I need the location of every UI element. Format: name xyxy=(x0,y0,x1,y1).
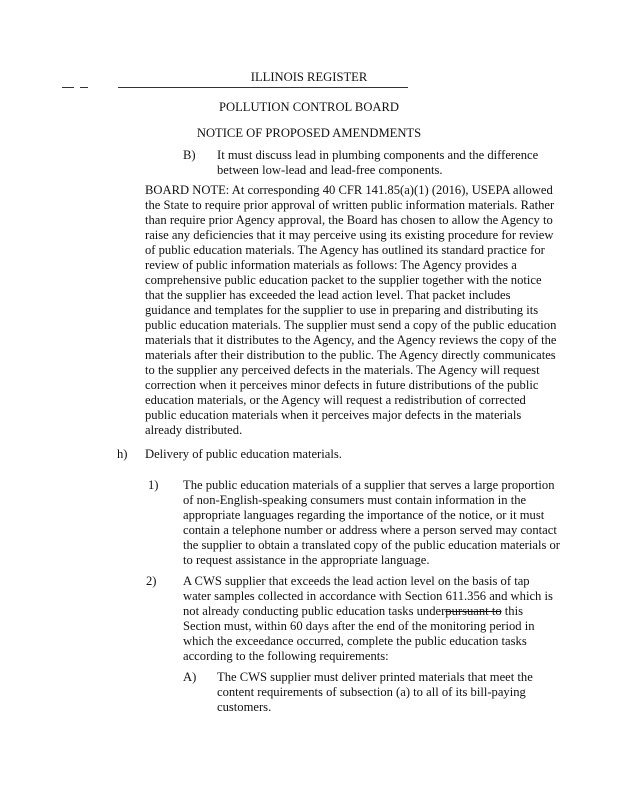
item-2-text xyxy=(183,574,553,664)
text-line: appropriate languages regarding the importance of the notice, or it must xyxy=(183,508,545,522)
text-line: already distributed. xyxy=(145,423,243,437)
notice-title: NOTICE OF PROPOSED AMENDMENTS xyxy=(196,126,422,140)
text-line: Section must, within 60 days after the end of the monitoring period in xyxy=(183,619,535,633)
item-1-label: 1) xyxy=(148,478,159,492)
board-note xyxy=(145,183,557,438)
text-line: the supplier to obtain a translated copy of the public education materials or xyxy=(183,538,560,552)
text-line: review of public information materials as follows: The Agency provides a xyxy=(145,258,517,272)
text-line: which the exceedance occurred, complete the public education tasks xyxy=(183,634,527,648)
item-2-label: 2) xyxy=(146,574,157,588)
item-2a-text xyxy=(217,670,533,715)
text-line: water samples collected in accordance with Section 611.356 and which is xyxy=(183,589,553,603)
text-line: BOARD NOTE: At corresponding 40 CFR 141.85(a)(1) (2016), USEPA allowed xyxy=(145,183,553,197)
item-1-text xyxy=(183,478,560,568)
text-line: contain a telephone number or address where a person served may contact xyxy=(183,523,557,537)
header-rule xyxy=(118,87,408,88)
text-line: public education materials. The supplier must send a copy of the public education xyxy=(145,318,557,332)
section-h-title: Delivery of public education materials. xyxy=(145,447,342,461)
section-h-label: h) xyxy=(117,447,128,461)
text-line: It must discuss lead in plumbing components and the difference xyxy=(217,148,539,162)
text-line: education materials, or the Agency will request a redistribution of corrected xyxy=(145,393,526,407)
text-line: that the supplier has exceeded the lead action level. That packet includes xyxy=(145,288,511,302)
text-line: The CWS supplier must deliver printed materials that meet the xyxy=(217,670,533,684)
text-line: of non-English-speaking consumers must contain information in the xyxy=(183,493,527,507)
text-line: correction when it perceives minor defects in future distributions of the public xyxy=(145,378,539,392)
item-b-text xyxy=(217,148,538,178)
register-header: ILLINOIS REGISTER xyxy=(250,70,368,84)
item-b-label: B) xyxy=(183,148,196,162)
text-line: customers. xyxy=(217,700,272,714)
text-line: content requirements of subsection (a) to all of its bill-paying xyxy=(217,685,526,699)
header-rule xyxy=(80,87,88,88)
text-line: guidance and templates for the supplier to use in preparing and distributing its xyxy=(145,303,539,317)
text-line: raise any deficiencies that it may perceive using its existing procedure for review xyxy=(145,228,554,242)
text-line: public education materials when it perceives major defects in the materials xyxy=(145,408,522,422)
struck-text: pursuant to xyxy=(445,604,502,618)
text-line: materials after their distribution to the public. The Agency directly communicates xyxy=(145,348,556,362)
text-line: according to the following requirements: xyxy=(183,649,389,663)
text-line: between low-lead and lead-free components. xyxy=(217,163,443,177)
text-line: comprehensive public education packet to the supplier together with the notice xyxy=(145,273,542,287)
item-2a-label: A) xyxy=(183,670,197,684)
board-title: POLLUTION CONTROL BOARD xyxy=(218,100,400,114)
text-segment: not already conducting public education tasks under xyxy=(183,604,446,618)
text-line: to request assistance in the appropriate language. xyxy=(183,553,430,567)
header-rule xyxy=(62,87,74,88)
text-line: The public education materials of a supplier that serves a large proportion xyxy=(183,478,555,492)
text-segment: this xyxy=(501,604,523,618)
text-line: of public education materials. The Agency has outlined its standard practice for xyxy=(145,243,545,257)
text-line: than require prior Agency approval, the Board has chosen to allow the Agency to xyxy=(145,213,553,227)
text-line xyxy=(183,604,553,619)
text-line: the State to require prior approval of written public information materials. Rather xyxy=(145,198,555,212)
text-line: to the supplier any perceived defects in the materials. The Agency will request xyxy=(145,363,540,377)
text-line: materials that it distributes to the Agency, and the Agency reviews the copy of the xyxy=(145,333,557,347)
text-line: A CWS supplier that exceeds the lead action level on the basis of tap xyxy=(183,574,530,588)
